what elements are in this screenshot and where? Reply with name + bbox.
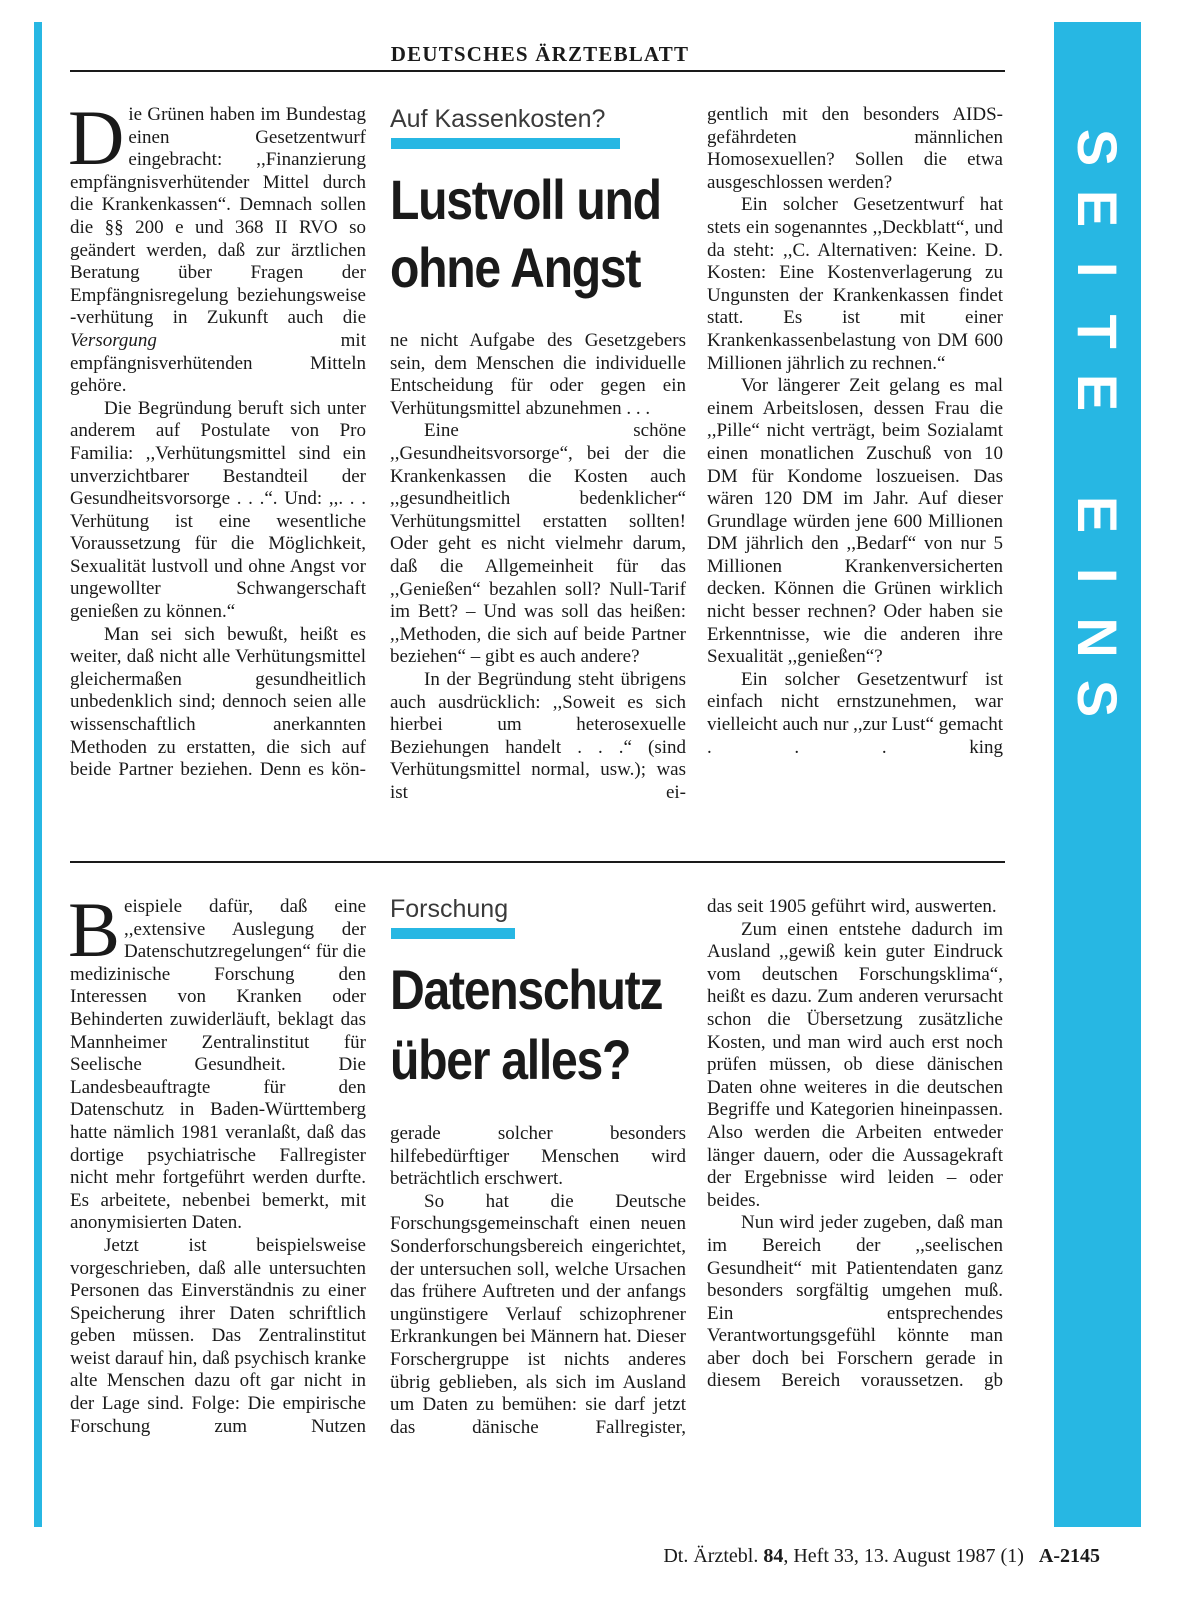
- footer-issue: , Heft 33, 13. August 1987 (1): [783, 1545, 1024, 1567]
- masthead-rule: [70, 70, 1005, 72]
- article2-column-1: [68, 886, 366, 1438]
- article1-col3-p2: Ein solcher Gesetzentwurf hat stets ein sogenanntes ,,Deckblatt“, und da steht: ,,C. Alternativen: Keine. D. Kosten: Eine Kostenverlagerung zu Ungunsten der Krankenkassen findet statt. Es ist mit einer Krankenkassenbelastung von DM 600 Millionen jährlich zu rechnen.“: [707, 194, 1003, 374]
- article2-kicker-bar: [391, 928, 515, 939]
- band-letter: I: [1066, 262, 1130, 278]
- article1-column-3: [707, 104, 1003, 759]
- band-letter: S: [1066, 128, 1130, 167]
- article2-dropcap: B: [68, 886, 121, 973]
- band-letter: S: [1066, 679, 1130, 717]
- article1-col1-p1: ie Grünen haben im Bundestag einen Gesetzentwurf eingebracht: ,,Finanzierung empfängnisverhütender Mittel durch die Krankenkassen“. Demnach sollen die §§ 200 e und 368 II RVO so geändert werden, daß zur ärztlichen Beratung über Fragen der Empfängnisregelung beziehungsweise -verhütung in Zukunft auch die: [70, 104, 366, 329]
- article2-col3-p2: Zum einen entstehe dadurch im Ausland ,,gewiß kein guter Eindruck vom deutschen Forschungsklima“, heißt es dazu. Zum anderen verursacht schon die Übersetzung zusätzliche Kosten, und man wird auch erst noch prüfen müssen, ob diese dänischen Daten ohne weiteres in die deutschen Begriffe und Kategorien hineinpassen. Also werden die Arbeiten entweder länger dauern, oder die Aussagekraft der Ergebnisse wird leiden – oder beides.: [707, 918, 1003, 1211]
- seite-eins-label: [1054, 117, 1141, 729]
- band-letter: E: [1066, 496, 1130, 534]
- article2-col3-p3: Nun wird jeder zugeben, daß man im Bereich der ,,seelischen Gesundheit“ mit Patientendaten ganz besonders sorgfältig umgehen muß. Ein entsprechendes Verantwortungsgefühl könnte man aber doch bei Forschern gerade in diesem Bereich voraussetzen. gb: [707, 1212, 1003, 1392]
- article1-col1-p3: Man sei sich bewußt, heißt es weiter, daß nicht alle Verhütungsmittel gleichermaßen gesundheitlich unbedenklich sind; dennoch seien alle wissenschaftlich anerkannten Methoden zu erstatten, die sich auf beide Partner beziehen. Denn es kön-: [70, 623, 366, 781]
- seite-eins-band: [1054, 22, 1141, 1527]
- band-letter: E: [1066, 190, 1130, 228]
- article2-col2-p2: So hat die Deutsche Forschungsgemeinschaft einen neuen Sonderforschungsbereich eingerichtet, der untersuchen soll, welche Ursachen das frühere Auftreten und der anfangs ungünstigere Verlauf schizophrener Erkrankungen bei Männern hat. Dieser Forschergruppe ist nichts anderes übrig geblieben, als sich im Ausland um Daten zu bemühen: sie darf jetzt das dänische Fallregister,: [390, 1190, 686, 1438]
- article2-col3-p1: das seit 1905 geführt wird, auswerten.: [707, 896, 997, 917]
- article1-kicker: Auf Kassenkosten?: [390, 105, 606, 133]
- article2-headline-line2: über alles?: [390, 1028, 631, 1091]
- article1-col1-p1-tail: mit empfängnisverhütenden Mitteln gehöre.: [70, 329, 366, 397]
- footer-journal: Dt. Ärztebl.: [663, 1545, 759, 1567]
- article2-col1-p2: Jetzt ist beispielsweise vorgeschrieben, daß alle untersuchten Personen das Einverständnis zu einer Speicherung ihrer Daten schriftlich geben müssen. Das Zentralinstitut weist darauf hin, daß psychisch kranke alte Menschen dazu oft gar nicht in der Lage sind. Folge: Die empirische Forschung zum Nutzen: [70, 1234, 366, 1437]
- band-letter: I: [1066, 568, 1130, 584]
- article1-column-2: [390, 330, 686, 804]
- article1-column-1: [68, 94, 366, 782]
- article-divider: [70, 861, 1005, 863]
- article2-kicker: Forschung: [390, 895, 509, 923]
- masthead: DEUTSCHES ÄRZTEBLATT: [390, 42, 690, 66]
- footer-page-number: A-2145: [1038, 1545, 1100, 1567]
- article1-col2-p2: Eine schöne ,,Gesundheitsvorsorge“, bei der die Krankenkassen die Kosten auch ,,gesundheitlich bedenklicher“ Verhütungsmittel erstatten sollten! Oder geht es nicht vielmehr darum, daß die Allgemeinheit für das ,,Genießen“ bezahlen soll? Null-Tarif im Bett? – Und was soll das heißen: ,,Methoden, die sich auf beide Partner beziehen“ – gibt es auch andere?: [390, 420, 686, 668]
- page-footer: [560, 1545, 1100, 1568]
- footer-volume: 84: [763, 1545, 784, 1567]
- article1-col1-italic: Versorgung: [70, 329, 157, 351]
- article1-kicker-bar: [391, 138, 620, 149]
- article1-col2-p3: In der Begründung steht übrigens auch ausdrücklich: ,,Soweit es sich hierbei um heterosexuelle Beziehungen handelt . . .“ (sind Verhütungsmittel normal, usw.); was ist ei-: [390, 668, 686, 803]
- article1-dropcap: D: [68, 94, 125, 181]
- article1-col3-p1: gentlich mit den besonders AIDS-gefährdeten männlichen Homosexuellen? Sollen die etwa ausgeschlossen werden?: [707, 104, 1003, 193]
- article1-col2-p1: ne nicht Aufgabe des Gesetzgebers sein, dem Menschen die individuelle Entscheidung für oder gegen ein Verhütungsmittel abzunehmen . . .: [390, 330, 686, 419]
- article1-headline-line2: ohne Angst: [390, 236, 641, 299]
- article1-headline-line1: Lustvoll und: [390, 168, 661, 231]
- article2-col2-p1: gerade solcher besonders hilfebedürftiger Menschen wird beträchtlich erschwert.: [390, 1123, 686, 1190]
- article2-column-2: [390, 1123, 686, 1439]
- band-letter: E: [1066, 373, 1130, 412]
- band-letter: N: [1066, 616, 1130, 658]
- band-letter: T: [1066, 314, 1130, 349]
- article2-column-3: [707, 896, 1003, 1393]
- article1-col3-p3: Vor längerer Zeit gelang es mal einem Arbeitslosen, dessen Frau die ,,Pille“ nicht verträgt, beim Sozialamt einen monatlichen Zuschuß von 10 DM für Kondome loszueisen. Das wären 120 DM im Jahr. Auf dieser Grundlage würden jene 600 Millionen DM jährlich den ,,Bedarf“ von nur 5 Millionen Krankenversicherten decken. Können die Grünen wirklich nicht besser rechnen? Oder haben sie Erkenntnisse, wie die anderen ihre Sexualität ,,genießen“?: [707, 375, 1003, 668]
- article1-col1-p2: Die Begründung beruft sich unter anderem auf Postulate von Pro Familia: ,,Verhütungsmittel sind ein unverzichtbarer Bestandteil der Gesundheitsvorsorge . . .“. Und: ,,. . . Verhütung ist eine wesentliche Voraussetzung für die Möglichkeit, Sexualität lustvoll und ohne Angst vor ungewollter Schwangerschaft genießen zu können.“: [70, 397, 366, 623]
- article2-headline-line1: Datenschutz: [390, 958, 663, 1021]
- article2-col1-p1: eispiele dafür, daß eine ,,extensive Auslegung der Datenschutzregelungen“ für die medizinische Forschung den Interessen von Kranken oder Behinderten zuwiderläuft, beklagt das Mannheimer Zentralinstitut für Seelische Gesundheit. Die Landesbeauftragte für den Datenschutz in Baden-Württemberg hatte nämlich 1981 veranlaßt, daß das dortige psychiatrische Fallregister nicht mehr fortgeführt werden durfte. Es arbeitete, nebenbei bemerkt, mit anonymisierten Daten.: [70, 896, 366, 1234]
- article1-col3-p4: Ein solcher Gesetzentwurf ist einfach nicht ernstzunehmen, war vielleicht auch nur ,,zur Lust“ gemacht . . . king: [707, 668, 1003, 758]
- left-accent-bar: [34, 22, 42, 1527]
